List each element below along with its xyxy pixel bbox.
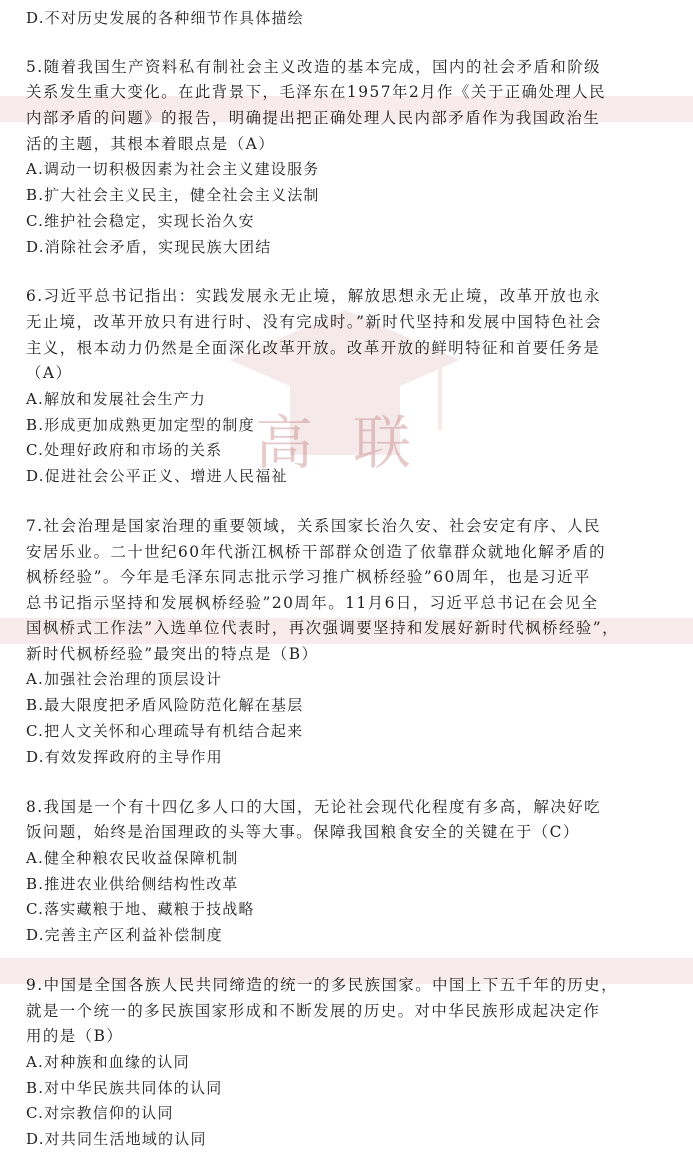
option-b: B.最大限度把矛盾风险防范化解在基层 bbox=[26, 696, 304, 715]
option-a: A.加强社会治理的顶层设计 bbox=[26, 670, 223, 689]
question-stem-line: 活的主题，其根本着眼点是（A） bbox=[26, 134, 276, 153]
option-a: A.健全种粮农民收益保障机制 bbox=[26, 848, 239, 867]
question-6 bbox=[26, 284, 666, 490]
question-stem-line: 国枫桥式工作法”入选单位代表时，再次强调要坚持和发展好新时代枫桥经验”， bbox=[26, 619, 620, 638]
option-c: C.把人文关怀和心理疏导有机结合起来 bbox=[26, 722, 304, 741]
question-stem-line: 新时代枫桥经验”最突出的特点是（B） bbox=[26, 644, 319, 663]
option-b: B.形成更加成熟更加定型的制度 bbox=[26, 415, 255, 434]
question-stem-line: 主义，根本动力仍然是全面深化改革开放。改革开放的鲜明特征和首要任务是 bbox=[26, 338, 601, 357]
question-stem-line: 安居乐业。二十世纪60年代浙江枫桥干部群众创造了依靠群众就地化解矛盾的 bbox=[26, 542, 606, 561]
option-c: C.落实藏粮于地、藏粮于技战略 bbox=[26, 900, 255, 919]
option-b: B.扩大社会主义民主，健全社会主义法制 bbox=[26, 185, 320, 204]
question-stem-line: 用的是（B） bbox=[26, 1027, 124, 1046]
option-c: C.维护社会稳定，实现长治久安 bbox=[26, 211, 255, 230]
option-a: A.调动一切积极因素为社会主义建设服务 bbox=[26, 160, 320, 179]
option-d: D.促进社会公平正义、增进人民福祉 bbox=[26, 467, 288, 486]
option-d: D.有效发挥政府的主导作用 bbox=[26, 747, 223, 766]
option-d: D.完善主产区利益补偿制度 bbox=[26, 926, 223, 945]
question-stem-line: 关系发生重大变化。在此背景下，毛泽东在1957年2月作《关于正确处理人民 bbox=[26, 83, 607, 102]
watermark-logo-text: 高联 bbox=[255, 409, 452, 477]
question-stem-line: 饭问题，始终是治国理政的头等大事。保障我国粮食安全的关键在于（C） bbox=[26, 823, 580, 842]
question-list bbox=[26, 6, 666, 1153]
option-a: A.对种族和血缘的认同 bbox=[26, 1052, 190, 1071]
question-stem-line: 7.社会治理是国家治理的重要领域，关系国家长治久安、社会安定有序、人民 bbox=[26, 516, 602, 535]
option-d: D.消除社会矛盾，实现民族大团结 bbox=[26, 237, 272, 256]
question-stem-line: 8.我国是一个有十四亿多人口的大国，无论社会现代化程度有多高，解决好吃 bbox=[26, 797, 602, 816]
question-stem-line: 枫桥经验”。今年是毛泽东同志批示学习推广枫桥经验”60周年，也是习近平 bbox=[26, 568, 591, 587]
option-b: B.推进农业供给侧结构性改革 bbox=[26, 874, 239, 893]
question-8 bbox=[26, 795, 666, 949]
previous-option-d: D.不对历史发展的各种细节作具体描绘 bbox=[26, 9, 304, 27]
question-stem-line: 总书记指示坚持和发展枫桥经验”20周年。11月6日，习近平总书记在会见全 bbox=[26, 593, 599, 612]
option-c: C.对宗教信仰的认同 bbox=[26, 1104, 174, 1123]
option-d: D.对共同生活地域的认同 bbox=[26, 1130, 207, 1149]
question-stem-line: 就是一个统一的多民族国家形成和不断发展的历史。对中华民族形成起决定作 bbox=[26, 1001, 601, 1020]
question-stem-line: 9.中国是全国各族人民共同缔造的统一的多民族国家。中国上下五千年的历史， bbox=[26, 976, 618, 995]
question-5 bbox=[26, 55, 666, 261]
question-stem-line: 5.随着我国生产资料私有制社会主义改造的基本完成，国内的社会矛盾和阶级 bbox=[26, 57, 602, 76]
question-stem-line: 无止境，改革开放只有进行时、没有完成时。”新时代坚持和发展中国特色社会 bbox=[26, 312, 602, 331]
option-a: A.解放和发展社会生产力 bbox=[26, 389, 207, 408]
question-stem-line: 内部矛盾的问题》的报告，明确提出把正确处理人民内部矛盾作为我国政治生 bbox=[26, 108, 601, 127]
question-stem-line: 6.习近平总书记指出：实践发展永无止境，解放思想永无止境，改革开放也永 bbox=[26, 287, 602, 306]
question-9 bbox=[26, 973, 666, 1153]
option-b: B.对中华民族共同体的认同 bbox=[26, 1078, 223, 1097]
option-c: C.处理好政府和市场的关系 bbox=[26, 441, 223, 460]
question-stem-line: （A） bbox=[26, 364, 73, 383]
question-7 bbox=[26, 514, 666, 771]
